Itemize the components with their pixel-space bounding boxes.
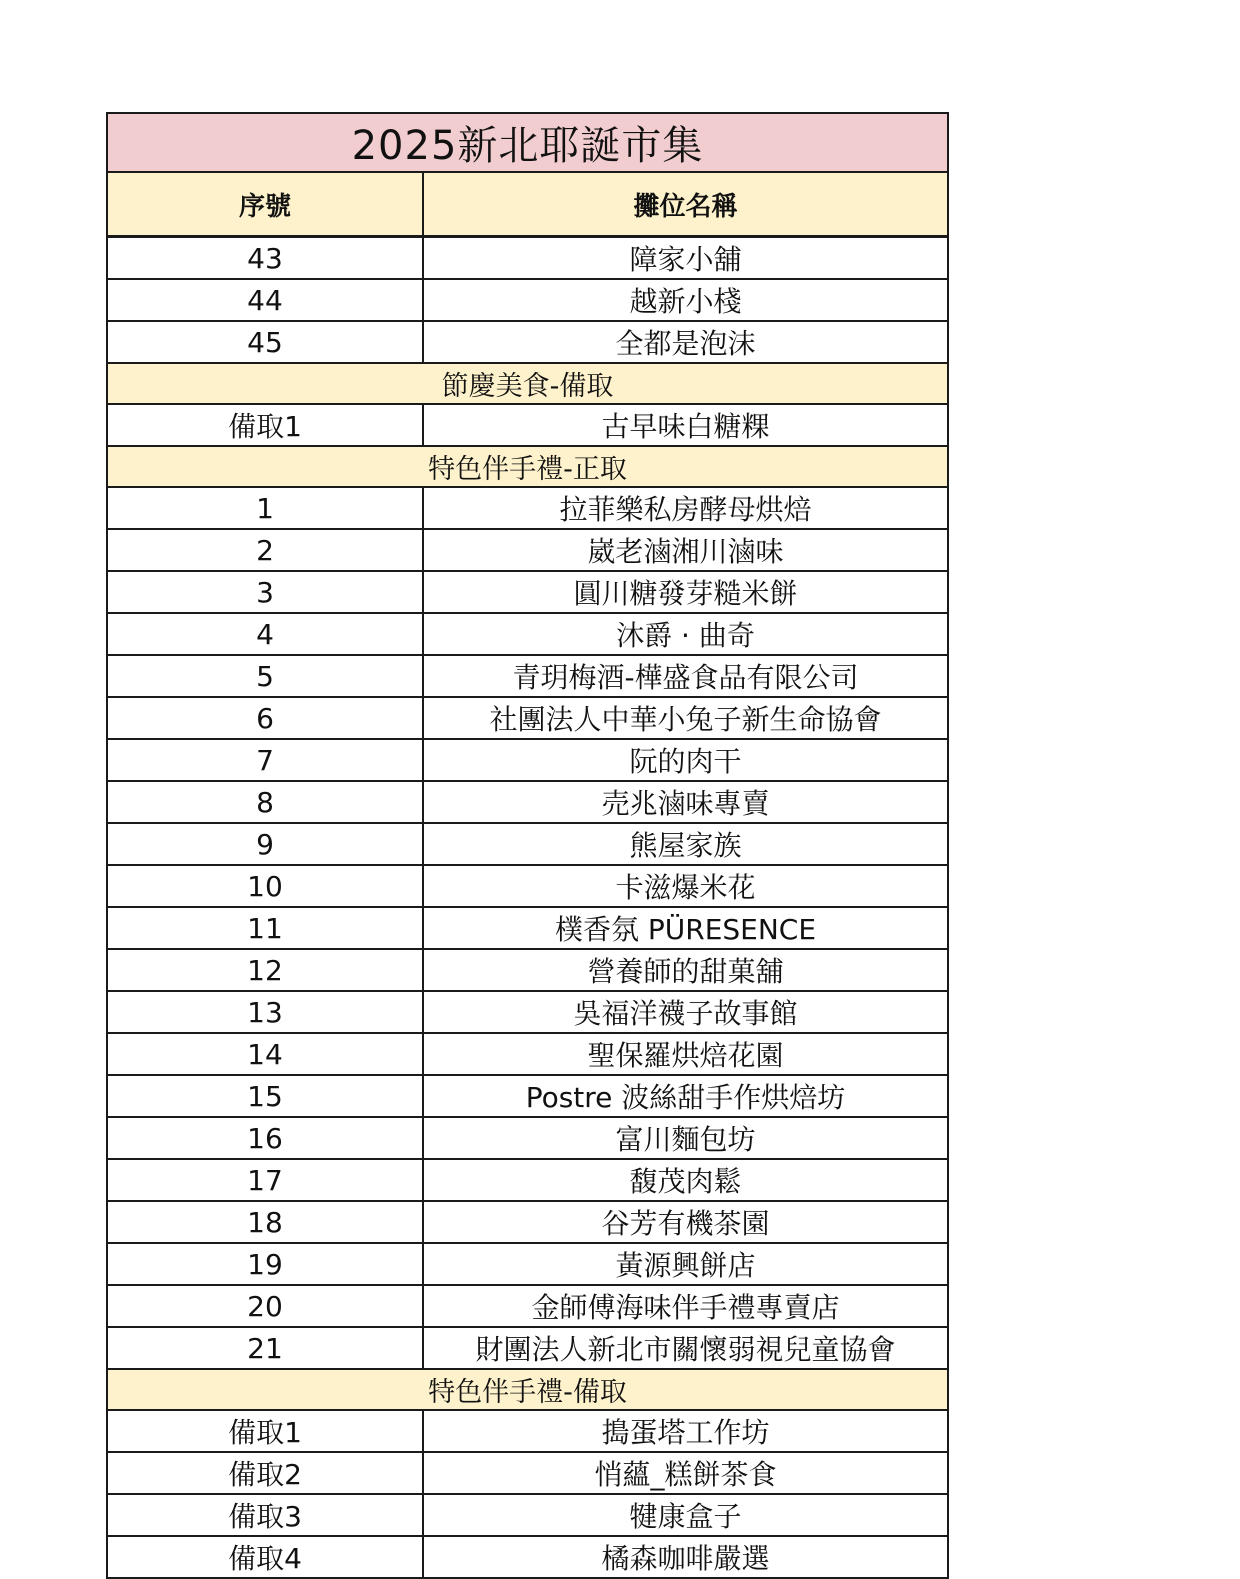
- row-number: 1: [107, 487, 423, 529]
- table-row: [107, 1285, 948, 1327]
- table-row: [107, 991, 948, 1033]
- table-row: [107, 697, 948, 739]
- row-stall-name: 崴老滷湘川滷味: [423, 529, 948, 571]
- row-number: 6: [107, 697, 423, 739]
- row-stall-name: 馥茂肉鬆: [423, 1159, 948, 1201]
- table-row: [107, 949, 948, 991]
- row-stall-name: 聖保羅烘焙花園: [423, 1033, 948, 1075]
- table-row: [107, 571, 948, 613]
- table-row: [107, 1159, 948, 1201]
- row-stall-name: 沐爵 · 曲奇: [423, 613, 948, 655]
- row-stall-name: 阮的肉干: [423, 739, 948, 781]
- table-row: [107, 1410, 948, 1452]
- row-stall-name: 富川麵包坊: [423, 1117, 948, 1159]
- row-stall-name: 搗蛋塔工作坊: [423, 1410, 948, 1452]
- row-stall-name: 卡滋爆米花: [423, 865, 948, 907]
- row-number: 18: [107, 1201, 423, 1243]
- header-number: 序號: [107, 172, 423, 237]
- table-row: [107, 1201, 948, 1243]
- table-row: [107, 279, 948, 321]
- row-stall-name: 青玥梅酒-樺盛食品有限公司: [423, 655, 948, 697]
- table-row: [107, 823, 948, 865]
- row-number: 備取1: [107, 1410, 423, 1452]
- row-number: 10: [107, 865, 423, 907]
- table-row: [107, 1117, 948, 1159]
- row-stall-name: 谷芳有機茶園: [423, 1201, 948, 1243]
- row-stall-name: 樸香氛 PÜRESENCE: [423, 907, 948, 949]
- row-number: 備取2: [107, 1452, 423, 1494]
- section-row: [107, 363, 948, 404]
- row-number: 17: [107, 1159, 423, 1201]
- row-number: 11: [107, 907, 423, 949]
- row-number: 3: [107, 571, 423, 613]
- table-row: [107, 1536, 948, 1578]
- row-stall-name: 金師傅海味伴手禮專賣店: [423, 1285, 948, 1327]
- row-number: 13: [107, 991, 423, 1033]
- row-number: 2: [107, 529, 423, 571]
- row-stall-name: 越新小棧: [423, 279, 948, 321]
- section-label: 特色伴手禮-正取: [107, 446, 948, 487]
- row-stall-name: 黃源興餅店: [423, 1243, 948, 1285]
- row-stall-name: 圓川糖發芽糙米餅: [423, 571, 948, 613]
- row-number: 7: [107, 739, 423, 781]
- table-row: [107, 865, 948, 907]
- row-number: 9: [107, 823, 423, 865]
- row-number: 16: [107, 1117, 423, 1159]
- row-stall-name: 營養師的甜菓舖: [423, 949, 948, 991]
- table-row: [107, 655, 948, 697]
- row-stall-name: Postre 波絲甜手作烘焙坊: [423, 1075, 948, 1117]
- table-title: 2025新北耶誕市集: [107, 113, 948, 172]
- row-number: 44: [107, 279, 423, 321]
- table-row: [107, 237, 948, 280]
- table-row: [107, 1494, 948, 1536]
- row-stall-name: 橘森咖啡嚴選: [423, 1536, 948, 1578]
- row-stall-name: 悄蘊_糕餅茶食: [423, 1452, 948, 1494]
- table-row: [107, 1075, 948, 1117]
- table-row: [107, 1033, 948, 1075]
- table-row: [107, 487, 948, 529]
- row-number: 14: [107, 1033, 423, 1075]
- row-number: 備取1: [107, 404, 423, 446]
- table-row: [107, 907, 948, 949]
- table-row: [107, 739, 948, 781]
- row-stall-name: 熊屋家族: [423, 823, 948, 865]
- row-number: 8: [107, 781, 423, 823]
- row-number: 43: [107, 237, 423, 280]
- row-stall-name: 社團法人中華小兔子新生命協會: [423, 697, 948, 739]
- row-stall-name: 拉菲樂私房酵母烘焙: [423, 487, 948, 529]
- row-number: 19: [107, 1243, 423, 1285]
- table-row: [107, 529, 948, 571]
- row-number: 5: [107, 655, 423, 697]
- row-number: 20: [107, 1285, 423, 1327]
- row-stall-name: 売兆滷味專賣: [423, 781, 948, 823]
- row-stall-name: 障家小舖: [423, 237, 948, 280]
- row-number: 21: [107, 1327, 423, 1369]
- table-row: [107, 1327, 948, 1369]
- row-number: 備取3: [107, 1494, 423, 1536]
- table-row: [107, 1243, 948, 1285]
- row-stall-name: 犍康盒子: [423, 1494, 948, 1536]
- section-row: [107, 446, 948, 487]
- section-label: 節慶美食-備取: [107, 363, 948, 404]
- row-number: 4: [107, 613, 423, 655]
- table-row: [107, 404, 948, 446]
- row-stall-name: 全都是泡沫: [423, 321, 948, 363]
- row-stall-name: 古早味白糖粿: [423, 404, 948, 446]
- section-row: [107, 1369, 948, 1410]
- row-number: 15: [107, 1075, 423, 1117]
- row-stall-name: 吳福洋襪子故事館: [423, 991, 948, 1033]
- table-row: [107, 1452, 948, 1494]
- table-row: [107, 781, 948, 823]
- section-label: 特色伴手禮-備取: [107, 1369, 948, 1410]
- title-row: [107, 113, 948, 172]
- table-row: [107, 613, 948, 655]
- vendor-table: [106, 112, 949, 1579]
- row-number: 12: [107, 949, 423, 991]
- header-stall-name: 攤位名稱: [423, 172, 948, 237]
- row-number: 備取4: [107, 1536, 423, 1578]
- row-stall-name: 財團法人新北市關懷弱視兒童協會: [423, 1327, 948, 1369]
- header-row: [107, 172, 948, 237]
- row-number: 45: [107, 321, 423, 363]
- table-row: [107, 321, 948, 363]
- table-body: [107, 237, 948, 1579]
